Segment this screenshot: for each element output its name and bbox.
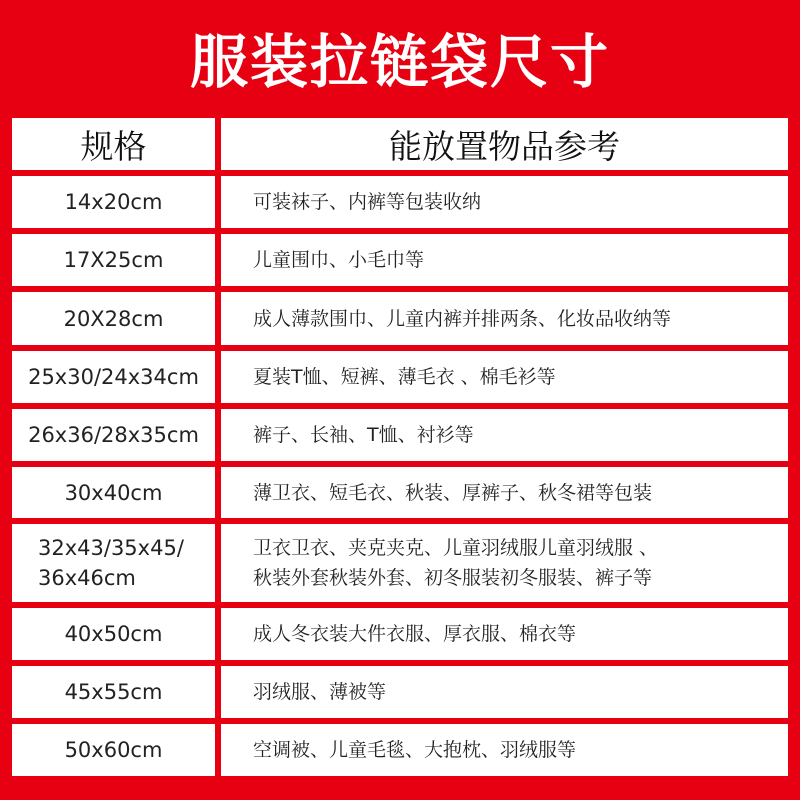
row-size: 30x40cm [12, 467, 215, 518]
table-row [12, 409, 788, 461]
row-size: 50x60cm [12, 724, 215, 776]
row-size: 17X25cm [12, 234, 215, 286]
table-row [12, 176, 788, 228]
row-items: 可装袜子、内裤等包装收纳 [221, 176, 788, 228]
table-row [12, 724, 788, 776]
row-items: 成人冬衣装大件衣服、厚衣服、棉衣等 [221, 608, 788, 660]
table-row [12, 467, 788, 518]
row-items: 成人薄款围巾、儿童内裤并排两条、化妆品收纳等 [221, 292, 788, 345]
row-items: 夏装T恤、短裤、薄毛衣 、棉毛衫等 [221, 351, 788, 403]
row-size: 25x30/24x34cm [12, 351, 215, 403]
row-size: 14x20cm [12, 176, 215, 228]
row-items: 裤子、长袖、T恤、衬衫等 [221, 409, 788, 461]
header-items: 能放置物品参考 [221, 118, 788, 170]
table-row [12, 608, 788, 660]
row-items [221, 524, 788, 602]
table-row [12, 234, 788, 286]
header-size: 规格 [12, 118, 215, 170]
row-size: 45x55cm [12, 666, 215, 718]
row-items-line: 卫衣卫衣、夹克夹克、儿童羽绒服儿童羽绒服 、 [253, 537, 659, 559]
page-title: 服装拉链袋尺寸 [189, 28, 610, 96]
row-size: 20X28cm [12, 292, 215, 345]
row-size-line: 36x46cm [38, 566, 136, 590]
table-row [12, 524, 788, 602]
row-size: 40x50cm [12, 608, 215, 660]
row-items: 羽绒服、薄被等 [221, 666, 788, 718]
row-items: 儿童围巾、小毛巾等 [221, 234, 788, 286]
row-size: 26x36/28x35cm [12, 409, 215, 461]
row-items: 空调被、儿童毛毯、大抱枕、羽绒服等 [221, 724, 788, 776]
table-row [12, 351, 788, 403]
table-row [12, 292, 788, 345]
table-row [12, 666, 788, 718]
row-size [12, 524, 215, 602]
size-table [12, 118, 788, 788]
row-items: 薄卫衣、短毛衣、秋装、厚裤子、秋冬裙等包装 [221, 467, 788, 518]
row-items-line: 秋装外套秋装外套、初冬服装初冬服装、裤子等 [253, 567, 653, 589]
row-size-line: 32x43/35x45/ [38, 536, 184, 560]
table-header-row [12, 118, 788, 170]
